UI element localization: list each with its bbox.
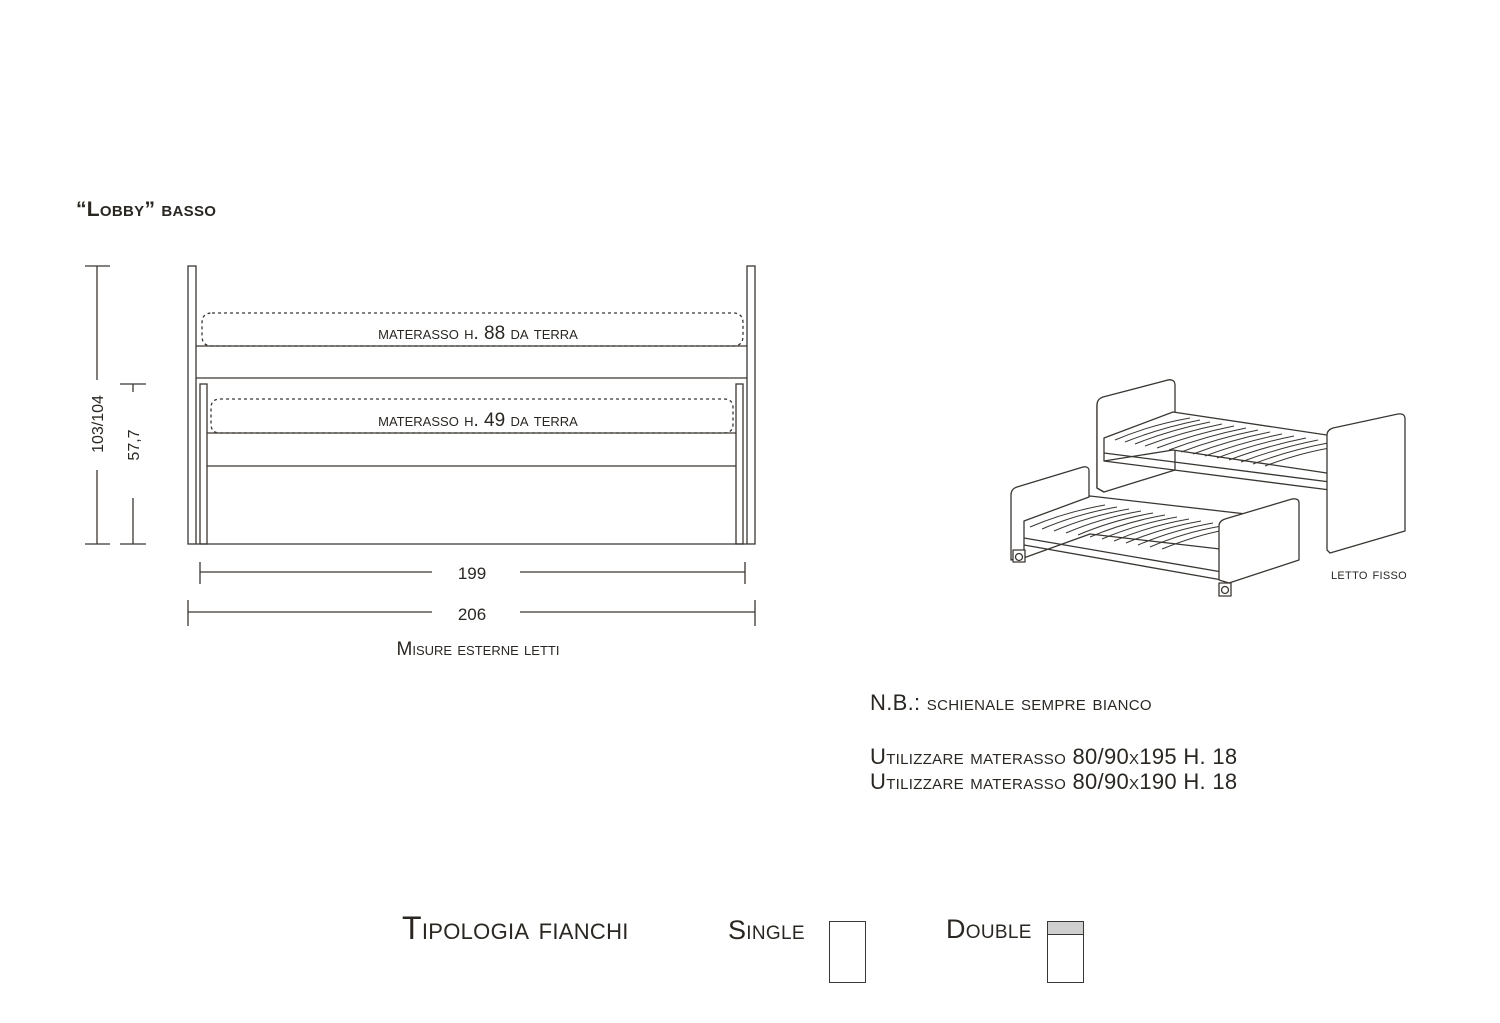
front-view-caption: Misure esterne letti — [396, 639, 560, 660]
page-title: “Lobby” basso — [76, 198, 217, 221]
side-type-heading: Tipologia fianchi — [402, 910, 629, 946]
single-label: Single — [728, 915, 805, 945]
double-side-band — [1048, 922, 1083, 935]
single-side-icon — [829, 921, 866, 983]
height-total-dimension: 103/104 — [90, 395, 107, 453]
width-inner-dimension: 199 — [457, 564, 487, 583]
height-lower-dimension: 57,7 — [126, 429, 143, 461]
note-backrest: N.B.: schienale sempre bianco — [870, 690, 1152, 715]
fixed-bed-label: letto fisso — [1331, 566, 1408, 583]
mattress-note-2: Utilizzare materasso 80/90x190 H. 18 — [870, 769, 1238, 794]
double-label: Double — [946, 914, 1032, 944]
upper-mattress-label: materasso h. 88 da terra — [378, 323, 578, 344]
lower-mattress-label: materasso h. 49 da terra — [378, 410, 578, 431]
double-side-icon — [1047, 921, 1084, 983]
mattress-note-1: Utilizzare materasso 80/90x195 H. 18 — [870, 744, 1238, 769]
width-outer-dimension: 206 — [457, 605, 487, 624]
